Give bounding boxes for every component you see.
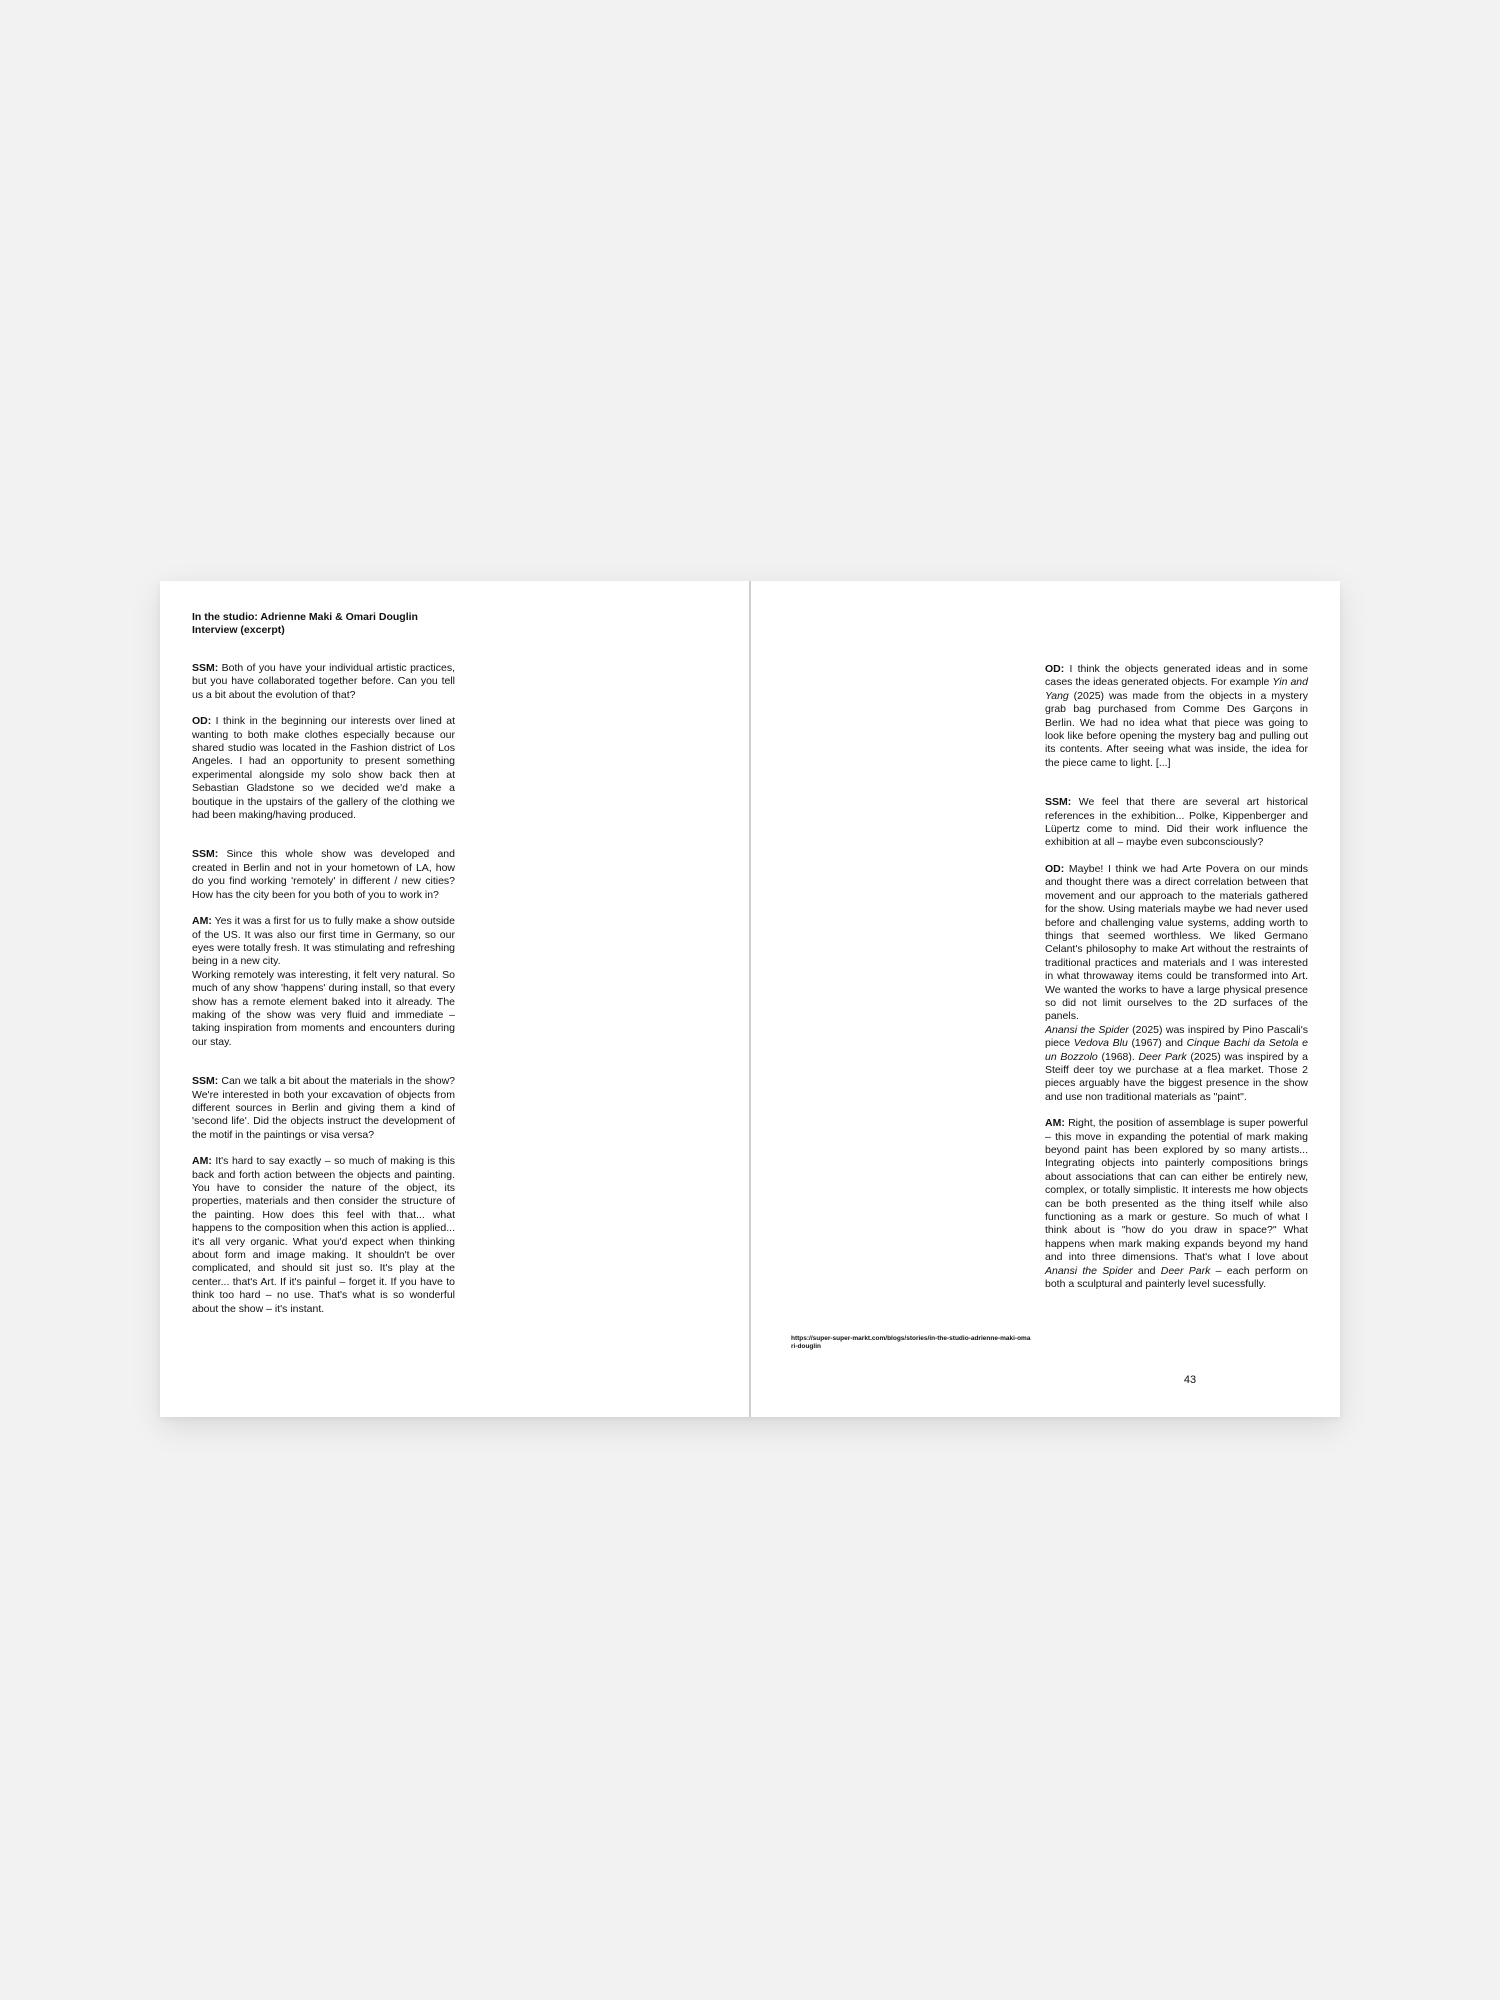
paragraph-text: I think the objects generated ideas and in some cases the ideas generated objects. For example [1045,663,1309,689]
speaker-label: SSM: [192,1075,219,1088]
interview-paragraph [192,915,455,969]
speaker-label: SSM: [1045,796,1072,809]
interview-paragraph [192,969,455,1049]
paragraph-text: We feel that there are several art historical references in the exhibition... Polke, Kippenberger and Lüpertz come to mind. Did their work influence the exhibition at all – maybe even subconsciously? [1045,796,1308,849]
artwork-title: Deer Park [1138,1050,1187,1063]
artwork-title: Cinque Bachi da Setola e un Bozzolo [1045,1037,1308,1063]
interview-paragraph [192,715,455,822]
interview-paragraph [1045,863,1308,1024]
artwork-title: Anansi the Spider [1045,1264,1133,1277]
speaker-label: SSM: [192,662,219,674]
artwork-title: Anansi the Spider [1045,1023,1129,1036]
speaker-label: AM: [192,915,212,928]
paragraph-text: Working remotely was interesting, it felt very natural. So much of any show 'happens' during install, so that every show has a remote element baked into it already. The making of the show was very fluid and immediate – taking inspiration from moments and encounters during our stay. [192,968,455,1048]
speaker-label: AM: [192,1155,212,1168]
artwork-title: Vedova Blu [1073,1037,1128,1050]
interview-paragraph [192,848,455,902]
paragraph-text: (1967) and [1127,1037,1187,1050]
paragraph-text: (2025) was inspired by a Steiff deer toy we purchase at a flea market. Those 2 pieces arguably have the biggest presence in the show and use non traditional materials as "paint". [1045,1050,1309,1103]
speaker-label: OD: [1045,663,1065,675]
paragraph-text: Right, the position of assemblage is super powerful – this move in expanding the potential of mark making beyond paint has been explored by so many artists... Integrating objects into painterly compositions brings about associations that can can either be entirely new, complex, or totally simplistic. It interests me how objects can be both presented as the thing itself while also functioning as a mark or gesture. So much of what I think about is "how do you draw in space?" What happens when mark making expands beyond my hand and into three dimensions. That's what I love about [1045,1117,1308,1264]
speaker-label: OD: [192,715,212,728]
artwork-title: Deer Park [1160,1264,1211,1277]
page-number: 43 [1183,1374,1197,1386]
left-page [160,581,749,1417]
speaker-label: OD: [1045,862,1065,875]
interview-paragraph [192,662,455,702]
paragraph-text: Since this whole show was developed and created in Berlin and not in your hometown of LA, how do you find working 'remotely' in different / new cities? How has the city been for you both of you to work in? [192,848,455,901]
paragraph-text: Maybe! I think we had Arte Povera on our minds and thought there was a direct correlation between that movement and our approach to the materials gathered for the show. Using materials maybe we had never used before and challenging value systems, adding worth to things that seemed worthless. We liked Germano Celant's philosophy to make Art without the restraints of traditional practices and materials and I was interested in what throwaway items could be transformed into Art. We wanted the works to have a large physical presence so did not limit ourselves to the 2D surfaces of the panels. [1045,862,1308,1023]
speaker-label: AM: [1045,1117,1065,1130]
book-spread [160,581,1340,1417]
interview-paragraph [192,1155,455,1316]
subtitle-line: Interview (excerpt) [192,624,285,636]
interview-paragraph [1045,796,1308,850]
right-page [751,581,1340,1417]
paragraph-text: (2025) was made from the objects in a mystery grab bag purchased from Comme Des Garçons in Berlin. We had no idea what that piece was going to look like before opening the mystery bag and pulling out its contents. After seeing what was inside, the idea for the piece came to light. [...] [1045,689,1308,769]
paragraph-text: Can we talk a bit about the materials in the show? We're interested in both your excavation of objects from different sources in Berlin and giving them a kind of 'second life'. Did the objects instruct the development of the motif in the paintings or visa versa? [192,1075,455,1141]
article-title [192,611,455,637]
paragraph-text: and [1132,1264,1161,1277]
paragraph-text: Yes it was a first for us to fully make a show outside of the US. It was also our first time in Germany, so our eyes were totally fresh. It was stimulating and refreshing being in a new city. [192,915,455,968]
interview-paragraph [192,1075,455,1142]
interview-paragraph [1045,1024,1308,1104]
artwork-title: Yin and Yang [1045,676,1308,702]
right-text-column [1045,663,1308,1291]
speaker-label: SSM: [192,848,219,861]
source-url: https://super-super-markt.com/blogs/stories/in-the-studio-adrienne-maki-omari-douglin [791,1335,1031,1350]
left-text-column [192,611,455,1316]
interview-paragraph [1045,663,1308,770]
paragraph-text: Both of you have your individual artistic practices, but you have collaborated together before. Can you tell us a bit about the evolution of that? [192,662,455,701]
paragraph-text: (2025) was inspired by Pino Pascali's piece [1045,1023,1308,1050]
title-line: In the studio: Adrienne Maki & Omari Douglin [192,611,418,623]
interview-paragraph [1045,1117,1308,1291]
paragraph-text: – each perform on both a sculptural and painterly level sucessfully. [1045,1264,1309,1291]
paragraph-text: I think in the beginning our interests over lined at wanting to both make clothes especially because our shared studio was located in the Fashion district of Los Angeles. I had an opportunity to present something experimental alongside my solo show back then at Sebastian Gladstone so we decided we'd make a boutique in the upstairs of the gallery of the clothing we had been making/having produced. [192,715,456,822]
paragraph-text: It's hard to say exactly – so much of making is this back and forth action between the objects and painting. You have to consider the nature of the object, its properties, materials and then consider the structure of the painting. How does this feel with that... what happens to the composition when this action is applied... it's all very organic. What you'd expect when thinking about form and image making. It shouldn't be over complicated, and should sit just so. It's play at the center... that's Art. If it's painful – forget it. If you have to think too hard – no use. That's what is so wonderful about the show – it's instant. [192,1155,455,1315]
paragraph-text: (1968). [1097,1050,1139,1063]
